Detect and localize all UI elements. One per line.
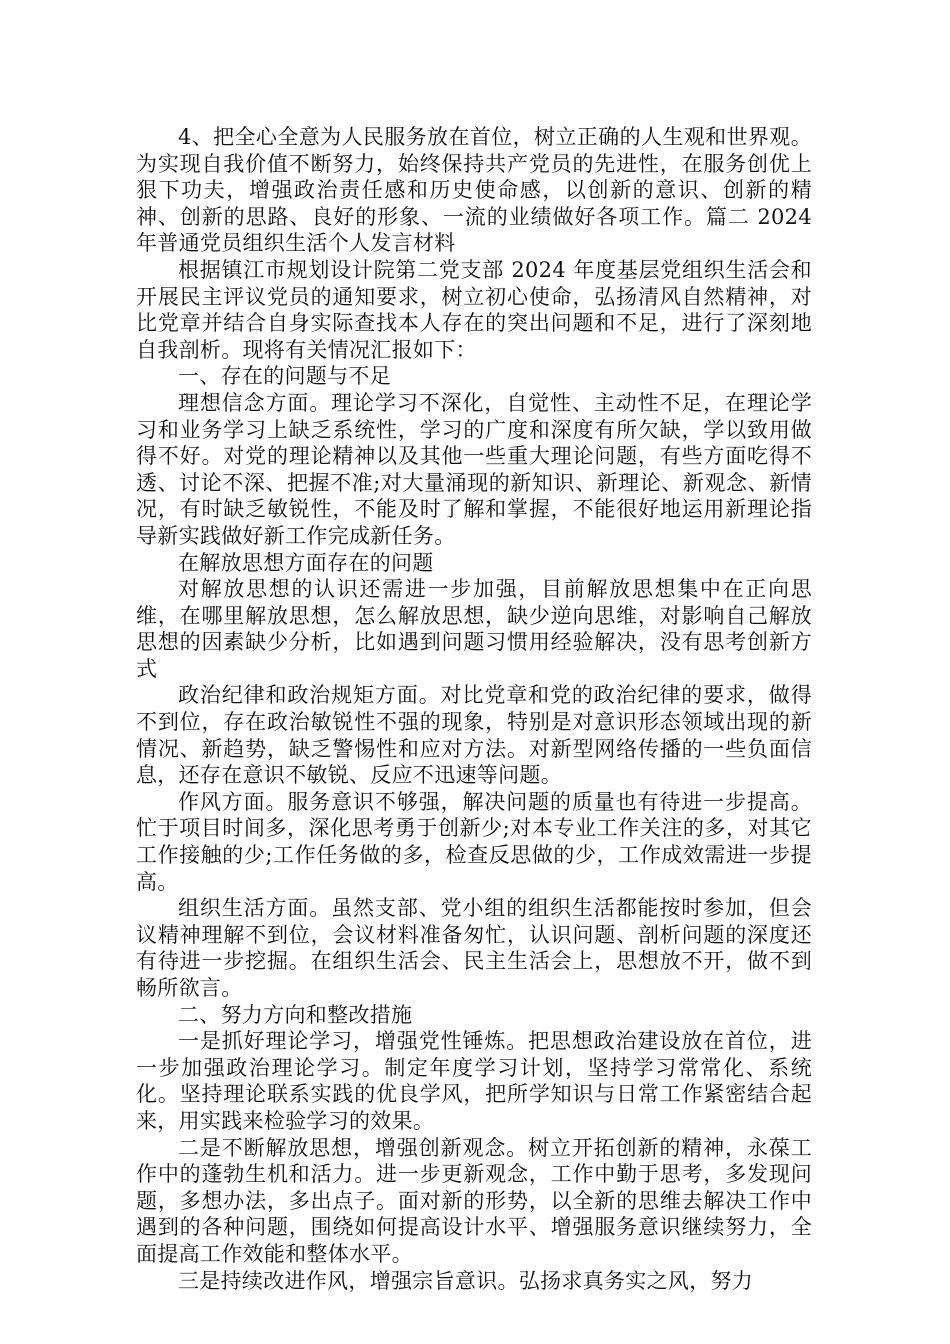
document-body (136, 124, 812, 1294)
paragraph-ideals-beliefs: 理想信念方面。理论学习不深化，自觉性、主动性不足，在理论学习和业务学习上缺乏系统性，学习的广度和深度有所欠缺，学以致用做得不好。对党的理论精神以及其他一些重大理论问题，有些方面吃得不透、讨论不深、把握不准;对大量涌现的新知识、新理论、新观念、新情况，有时缺乏敏锐性，不能及时了解和掌握，不能很好地运用新理论指导新实践做好新工作完成新任务。 (136, 390, 812, 548)
section-heading-problems: 一、存在的问题与不足 (178, 364, 391, 389)
section-heading-measures: 二、努力方向和整改措施 (178, 1002, 413, 1027)
paragraph-intro: 根据镇江市规划设计院第二党支部 2024 年度基层党组织生活会和开展民主评议党员的通知要求，树立初心使命，弘扬清风自然精神，对比党章并结合自身实际查找本人存在的突出问题和不足，进行了深刻地自我剖析。现将有关情况汇报如下： (136, 257, 812, 362)
paragraph-measure-theory: 一是抓好理论学习，增强党性锤炼。把思想政治建设放在首位，进一步加强政治理论学习。制定年度学习计划，坚持学习常常化、系统化。坚持理论联系实践的优良学风，把所学知识与日常工作紧密结合起来，用实践来检验学习的效果。 (136, 1029, 812, 1133)
paragraph-emancipating-mind: 对解放思想的认识还需进一步加强，目前解放思想集中在正向思维，在哪里解放思想，怎么解放思想，缺少逆向思维，对影响自己解放思想的因素缺少分析，比如遇到问题习惯用经验解决，没有思考创新方式 (136, 577, 812, 681)
paragraph-measure-style: 三是持续改进作风，增强宗旨意识。弘扬求真务实之风，努力 (178, 1268, 754, 1293)
paragraph-service-first: 4、把全心全意为人民服务放在首位，树立正确的人生观和世界观。为实现自我价值不断努力，始终保持共产党员的先进性，在服务创优上狠下功夫，增强政治责任感和历史使命感，以创新的意识、创新的精神、创新的思路、良好的形象、一流的业绩做好各项工作。篇二 2024 年普通党员组织生活个人发言材料 (136, 125, 812, 256)
paragraph-measure-innovation: 二是不断解放思想，增强创新观念。树立开拓创新的精神，永葆工作中的蓬勃生机和活力。进一步更新观念，工作中勤于思考，多发现问题，多想办法，多出点子。面对新的形势，以全新的思维去解决工作中遇到的各种问题，围绕如何提高设计水平、增强服务意识继续努力，全面提高工作效能和整体水平。 (136, 1135, 812, 1266)
paragraph-work-style: 作风方面。服务意识不够强，解决问题的质量也有待进一步提高。忙于项目时间多，深化思考勇于创新少;对本专业工作关注的多，对其它工作接触的少;工作任务做的多，检查反思做的少，工作成效需进一步提高。 (136, 789, 812, 894)
paragraph-political-discipline: 政治纪律和政治规矩方面。对比党章和党的政治纪律的要求，做得不到位，存在政治敏锐性不强的现象，特别是对意识形态领域出现的新情况、新趋势，缺乏警惕性和应对方法。对新型网络传播的一些负面信息，还存在意识不敏锐、反应不迅速等问题。 (136, 683, 812, 788)
subheading-emancipating-mind: 在解放思想方面存在的问题 (178, 550, 434, 575)
paragraph-organizational-life: 组织生活方面。虽然支部、党小组的组织生活都能按时参加，但会议精神理解不到位，会议材料准备匆忙，认识问题、剖析问题的深度还有待进一步挖掘。在组织生活会、民主生活会上，思想放不开，做不到畅所欲言。 (136, 896, 812, 1000)
